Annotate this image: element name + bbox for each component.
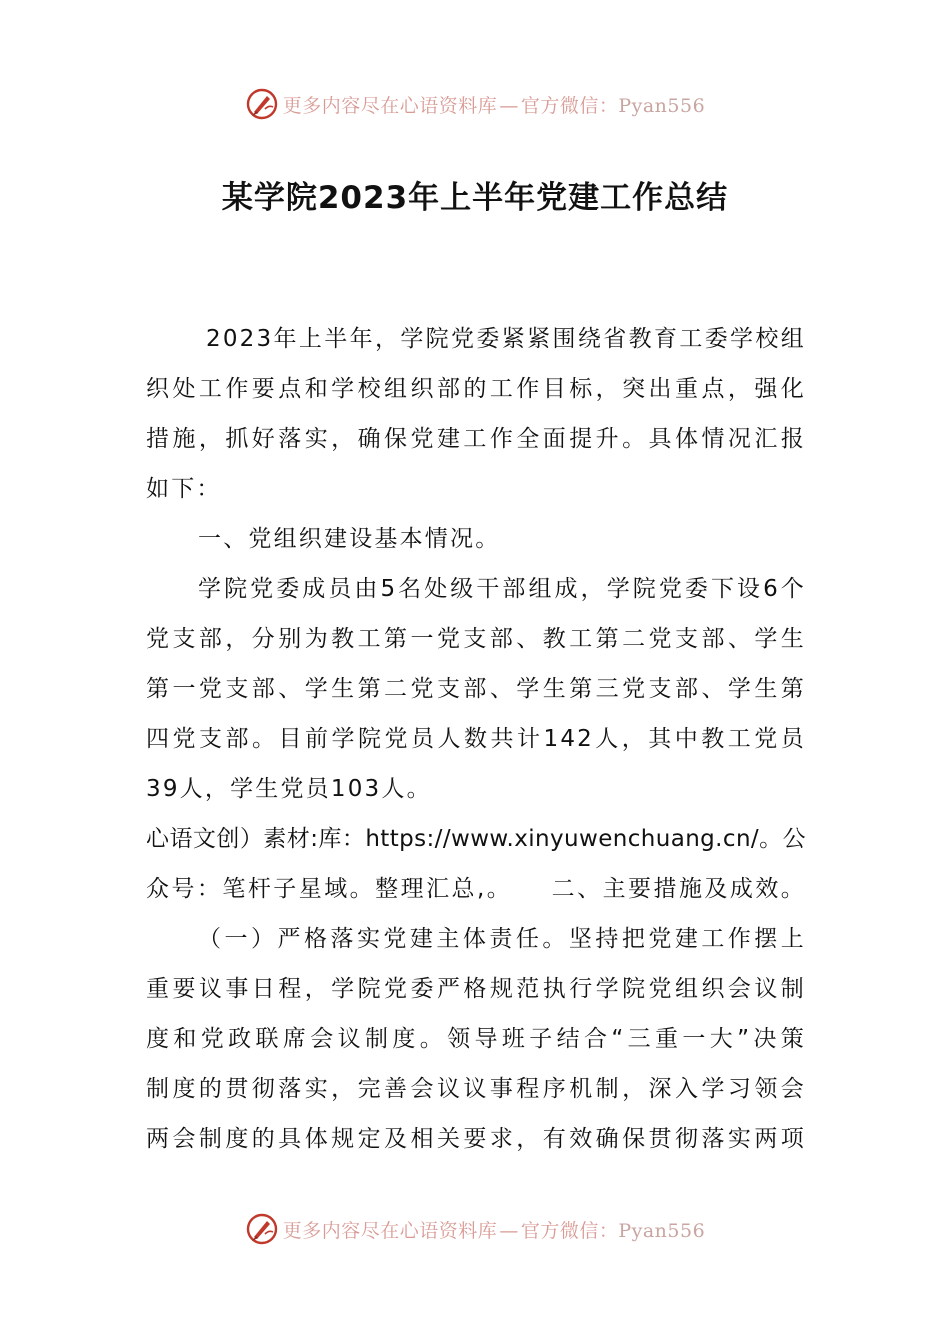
paragraph-line: 两会制度的具体规定及相关要求，有效确保贯彻落实两项	[146, 1126, 806, 1152]
paragraph-line: 制度的贯彻落实，完善会议议事程序机制，深入学习领会	[146, 1076, 806, 1102]
footer-banner	[0, 1209, 950, 1249]
paragraph-line: （一）严格落实党建主体责任。坚持把党建工作摆上	[198, 926, 806, 952]
paragraph-line: 第一党支部、学生第二党支部、学生第三党支部、学生第	[146, 676, 806, 702]
banner-main-text: 更多内容尽在心语资料库	[282, 1219, 498, 1242]
paragraph-line: 2023年上半年，学院党委紧紧围绕省教育工委学校组	[206, 326, 806, 352]
paragraph-line: 重要议事日程，学院党委严格规范执行学院党组织会议制	[146, 976, 806, 1002]
paragraph-line: 党支部，分别为教工第一党支部、教工第二党支部、学生	[146, 626, 806, 652]
paragraph-line: 心语文创）素材:库：https://www.xinyuwenchuang.cn/。公	[146, 826, 806, 852]
paragraph-line: 织处工作要点和学校组织部的工作目标，突出重点，强化	[146, 376, 806, 402]
banner-official-label: 官方微信：	[520, 94, 619, 117]
paragraph-line: 四党支部。目前学院党员人数共计142人，其中教工党员	[146, 726, 806, 752]
banner-main-text: 更多内容尽在心语资料库	[282, 94, 498, 117]
paragraph-line: 措施，抓好落实，确保党建工作全面提升。具体情况汇报	[146, 426, 806, 452]
banner-separator: —	[499, 94, 519, 117]
section-heading: 一、党组织建设基本情况。	[198, 526, 501, 552]
banner-wechat-id: Pyan556	[618, 94, 706, 117]
paragraph-line: 度和党政联席会议制度。领导班子结合“三重一大”决策	[146, 1026, 806, 1052]
header-banner	[0, 84, 950, 124]
banner-text	[283, 91, 705, 118]
banner-text	[283, 1216, 705, 1243]
pen-logo-icon	[245, 1212, 279, 1246]
pen-logo-icon	[245, 87, 279, 121]
banner-official-label: 官方微信：	[520, 1219, 619, 1242]
page-title: 某学院2023年上半年党建工作总结	[221, 180, 729, 216]
paragraph-line: 39人，学生党员103人。	[146, 776, 432, 802]
paragraph-line: 众号：笔杆子星域。整理汇总,。 二、主要措施及成效。	[146, 876, 806, 902]
document-body	[146, 314, 806, 1164]
paragraph-line: 如下：	[146, 476, 222, 502]
banner-separator: —	[499, 1219, 519, 1242]
paragraph-line: 学院党委成员由5名处级干部组成，学院党委下设6个	[198, 576, 806, 602]
banner-wechat-id: Pyan556	[618, 1219, 706, 1242]
